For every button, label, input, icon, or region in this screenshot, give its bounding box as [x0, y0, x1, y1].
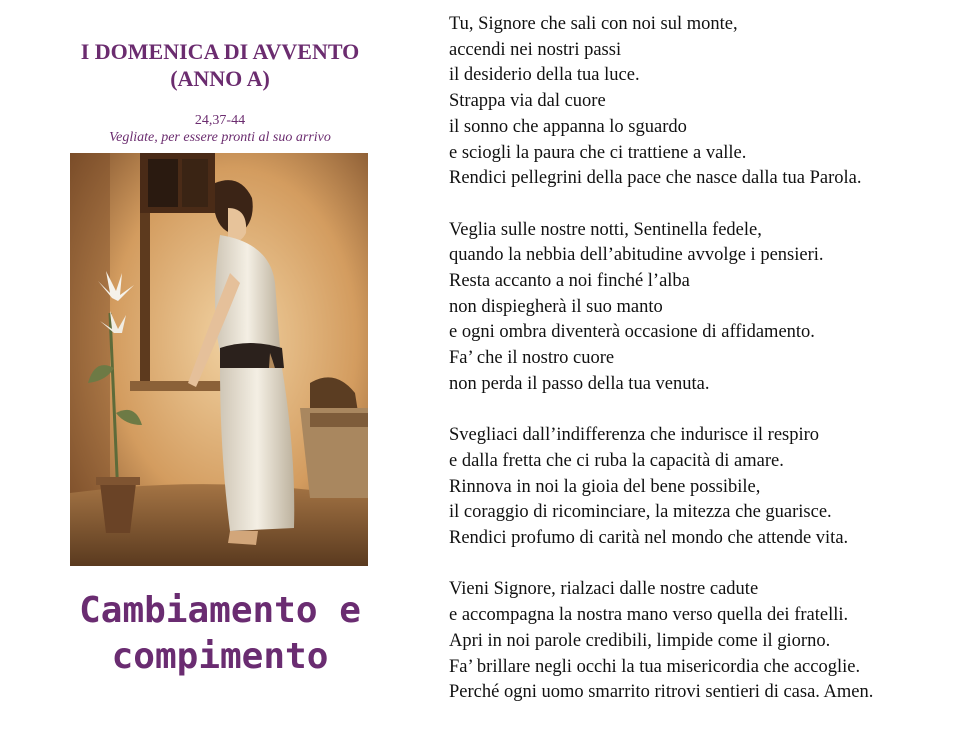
title-line-1: I DOMENICA DI AVVENTO [80, 39, 360, 64]
title-line-2: (ANNO A) [170, 66, 270, 91]
prayer-line: Fa’ brillare negli occhi la tua misericordia che accoglie. [449, 656, 861, 677]
prayer-line: il coraggio di ricominciare, la mitezza che guarisce. [449, 502, 832, 523]
prayer-line: il sonno che appanna lo sguardo [449, 116, 687, 137]
gospel-reference: 24,37-44 [194, 113, 246, 128]
prayer-line: e sciogli la paura che ci trattiene a valle. [449, 142, 747, 163]
prayer-line: Strappa via dal cuore [449, 91, 606, 112]
prayer-stanza [449, 12, 954, 192]
prayer-line: e dalla fretta che ci ruba la capacità di amare. [449, 450, 784, 471]
prayer-line: Rendici pellegrini della pace che nasce dalla tua Parola. [449, 168, 862, 189]
theme-title-line-1: Cambiamento e [79, 590, 361, 631]
prayer-line: Rendici profumo di carità nel mondo che attende vita. [449, 528, 849, 549]
prayer-line: e ogni ombra diventerà occasione di affidamento. [449, 322, 815, 343]
prayer-line: Fa’ che il nostro cuore [449, 348, 615, 369]
prayer-text [449, 12, 954, 732]
prayer-line: Vieni Signore, rialzaci dalle nostre cadute [449, 579, 759, 600]
prayer-line: Veglia sulle nostre notti, Sentinella fedele, [449, 219, 762, 240]
prayer-line: Resta accanto a noi finché l’alba [449, 271, 690, 292]
theme-title [40, 588, 400, 680]
prayer-line: accendi nei nostri passi [449, 39, 622, 60]
prayer-line: non perda il passo della tua venuta. [449, 373, 710, 394]
left-column [40, 0, 400, 720]
prayer-line: e accompagna la nostra mano verso quella dei fratelli. [449, 605, 849, 626]
prayer-line: Svegliaci dall’indifferenza che indurisce il respiro [449, 425, 820, 446]
theme-title-line-2: compimento [111, 636, 329, 677]
prayer-line: Apri in noi parole credibili, limpide come il giorno. [449, 630, 831, 651]
prayer-line: Perché ogni uomo smarrito ritrovi sentieri di casa. Amen. [449, 682, 874, 703]
gospel-subtitle: Vegliate, per essere pronti al suo arrivo [109, 130, 331, 145]
prayer-line: il desiderio della tua luce. [449, 65, 640, 86]
prayer-stanza [449, 423, 954, 552]
prayer-line: Tu, Signore che sali con noi sul monte, [449, 14, 738, 34]
prayer-stanza [449, 218, 954, 398]
prayer-line: Rinnova in noi la gioia del bene possibile, [449, 476, 761, 497]
prayer-line: quando la nebbia dell’abitudine avvolge i pensieri. [449, 245, 824, 266]
page-title [40, 38, 400, 92]
prayer-line: non dispiegherà il suo manto [449, 296, 663, 317]
prayer-stanza [449, 577, 954, 706]
painting-image [70, 153, 368, 566]
